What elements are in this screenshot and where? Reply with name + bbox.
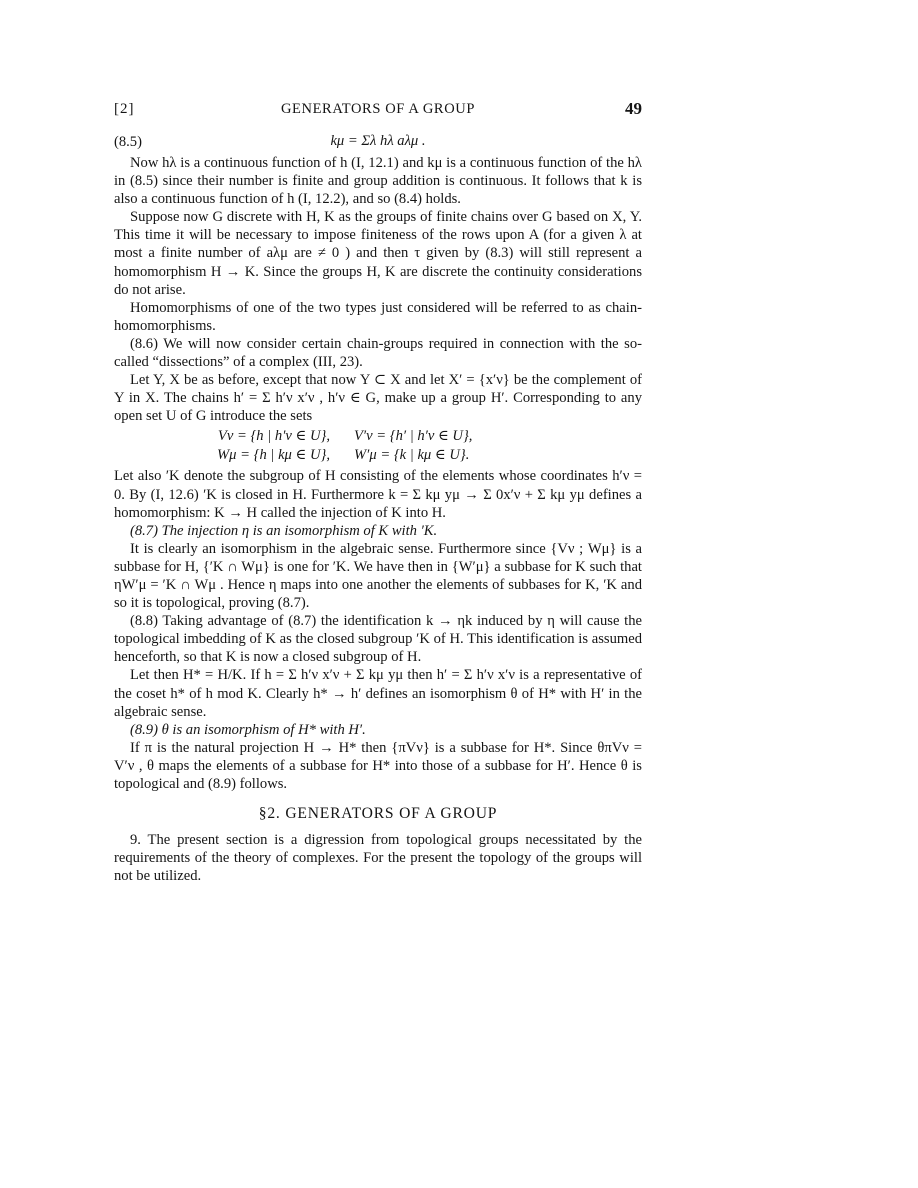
paragraph-8-6: (8.6) We will now consider certain chain-groups required in connection with the so-called “dissections” of a complex (III, 23). (114, 335, 642, 371)
paragraph-subgroup-k: Let also ′K denote the subgroup of H consisting of the elements whose coordinates h′ν = 0. By (I, 12.6) ′K is closed in H. Furthermore k = Σ kμ yμ → Σ 0x′ν + Σ kμ yμ defines a homomorphism: K → H called the injection of K into H. (114, 468, 642, 521)
paragraph-8-8: (8.8) Taking advantage of (8.7) the identification k → ηk induced by η will cause the topological imbedding of K as the closed subgroup ′K of H. This identification is assumed henceforth, so that K is now a closed subgroup of H. (114, 613, 642, 666)
paragraph-continuity: Now hλ is a continuous function of h (I, 12.1) and kμ is a continuous function of the hλ in (8.5) since their number is finite and group addition is continuous. It follows that k is also a continuous function of h (I, 12.2), and so (8.4) holds. (114, 155, 642, 208)
set-v: Vν = {h | h′ν ∈ U}, (217, 428, 330, 445)
set-definitions (114, 427, 642, 465)
paragraph-proof-8-7: It is clearly an isomorphism in the algebraic sense. Furthermore since {Vν ; Wμ} is a subbase for H, {′K ∩ Wμ} is one for ′K. We have then in {W′μ} a subbase for K such that ηW′μ = ′K ∩ Wμ . Hence η maps into one another the elements of subbases for K, ′K and so it is topological, proving (8.7). (114, 540, 642, 612)
page-number: 49 (625, 99, 642, 118)
section-reference: [2] (114, 101, 135, 117)
set-w-prime: W′μ = {k | kμ ∈ U}. (354, 447, 470, 464)
equation-formula: kμ = Σλ hλ aλμ . (330, 133, 426, 149)
paragraph-quotient: Let then H* = H/K. If h = Σ h′ν x′ν + Σ kμ yμ then h′ = Σ h′ν x′ν is a representative of the coset h* of h mod K. Clearly h* → h′ defines an isomorphism θ of H* with H′ in the algebraic sense. (114, 667, 642, 720)
page-header (114, 101, 642, 121)
page-body (114, 131, 642, 885)
equation-8-5 (114, 131, 642, 151)
paragraph-section-9: 9. The present section is a digression from topological groups necessitated by the requirements of the theory of complexes. For the present the topology of the groups will not be utilized. (114, 832, 642, 885)
paragraph-complement: Let Y, X be as before, except that now Y ⊂ X and let X′ = {x′ν} be the complement of Y in X. The chains h′ = Σ h′ν x′ν , h′ν ∈ G, make up a group H′. Corresponding to any open set U of G introduce the sets (114, 372, 642, 425)
section-heading: §2. GENERATORS OF A GROUP (258, 805, 498, 823)
set-v-prime: V′ν = {h′ | h′ν ∈ U}, (354, 428, 473, 445)
set-w: Wμ = {h | kμ ∈ U}, (217, 447, 330, 464)
equation-label: (8.5) (114, 134, 142, 150)
theorem-8-7: (8.7) The injection η is an isomorphism of K with ′K. (130, 522, 438, 539)
paragraph-chain-homomorphisms: Homomorphisms of one of the two types just considered will be referred to as chain-homomorphisms. (114, 299, 642, 334)
paragraph-proof-8-9: If π is the natural projection H → H* then {πVν} is a subbase for H*. Since θπVν = V′ν , θ maps the elements of a subbase for H* into those of a subbase for H′. Hence θ is topological and (8.9) follows. (114, 739, 642, 792)
paragraph-discrete-case: Suppose now G discrete with H, K as the groups of finite chains over G based on X, Y. This time it will be necessary to impose finiteness of the rows upon A (for a given λ at most a finite number of aλμ are ≠ 0 ) and then τ given by (8.3) will still represent a homomorphism H → K. Since the groups H, K are discrete the continuity considerations do not arise. (114, 209, 642, 298)
theorem-8-9: (8.9) θ is an isomorphism of H* with H′. (130, 721, 366, 738)
running-title: GENERATORS OF A GROUP (280, 101, 476, 117)
